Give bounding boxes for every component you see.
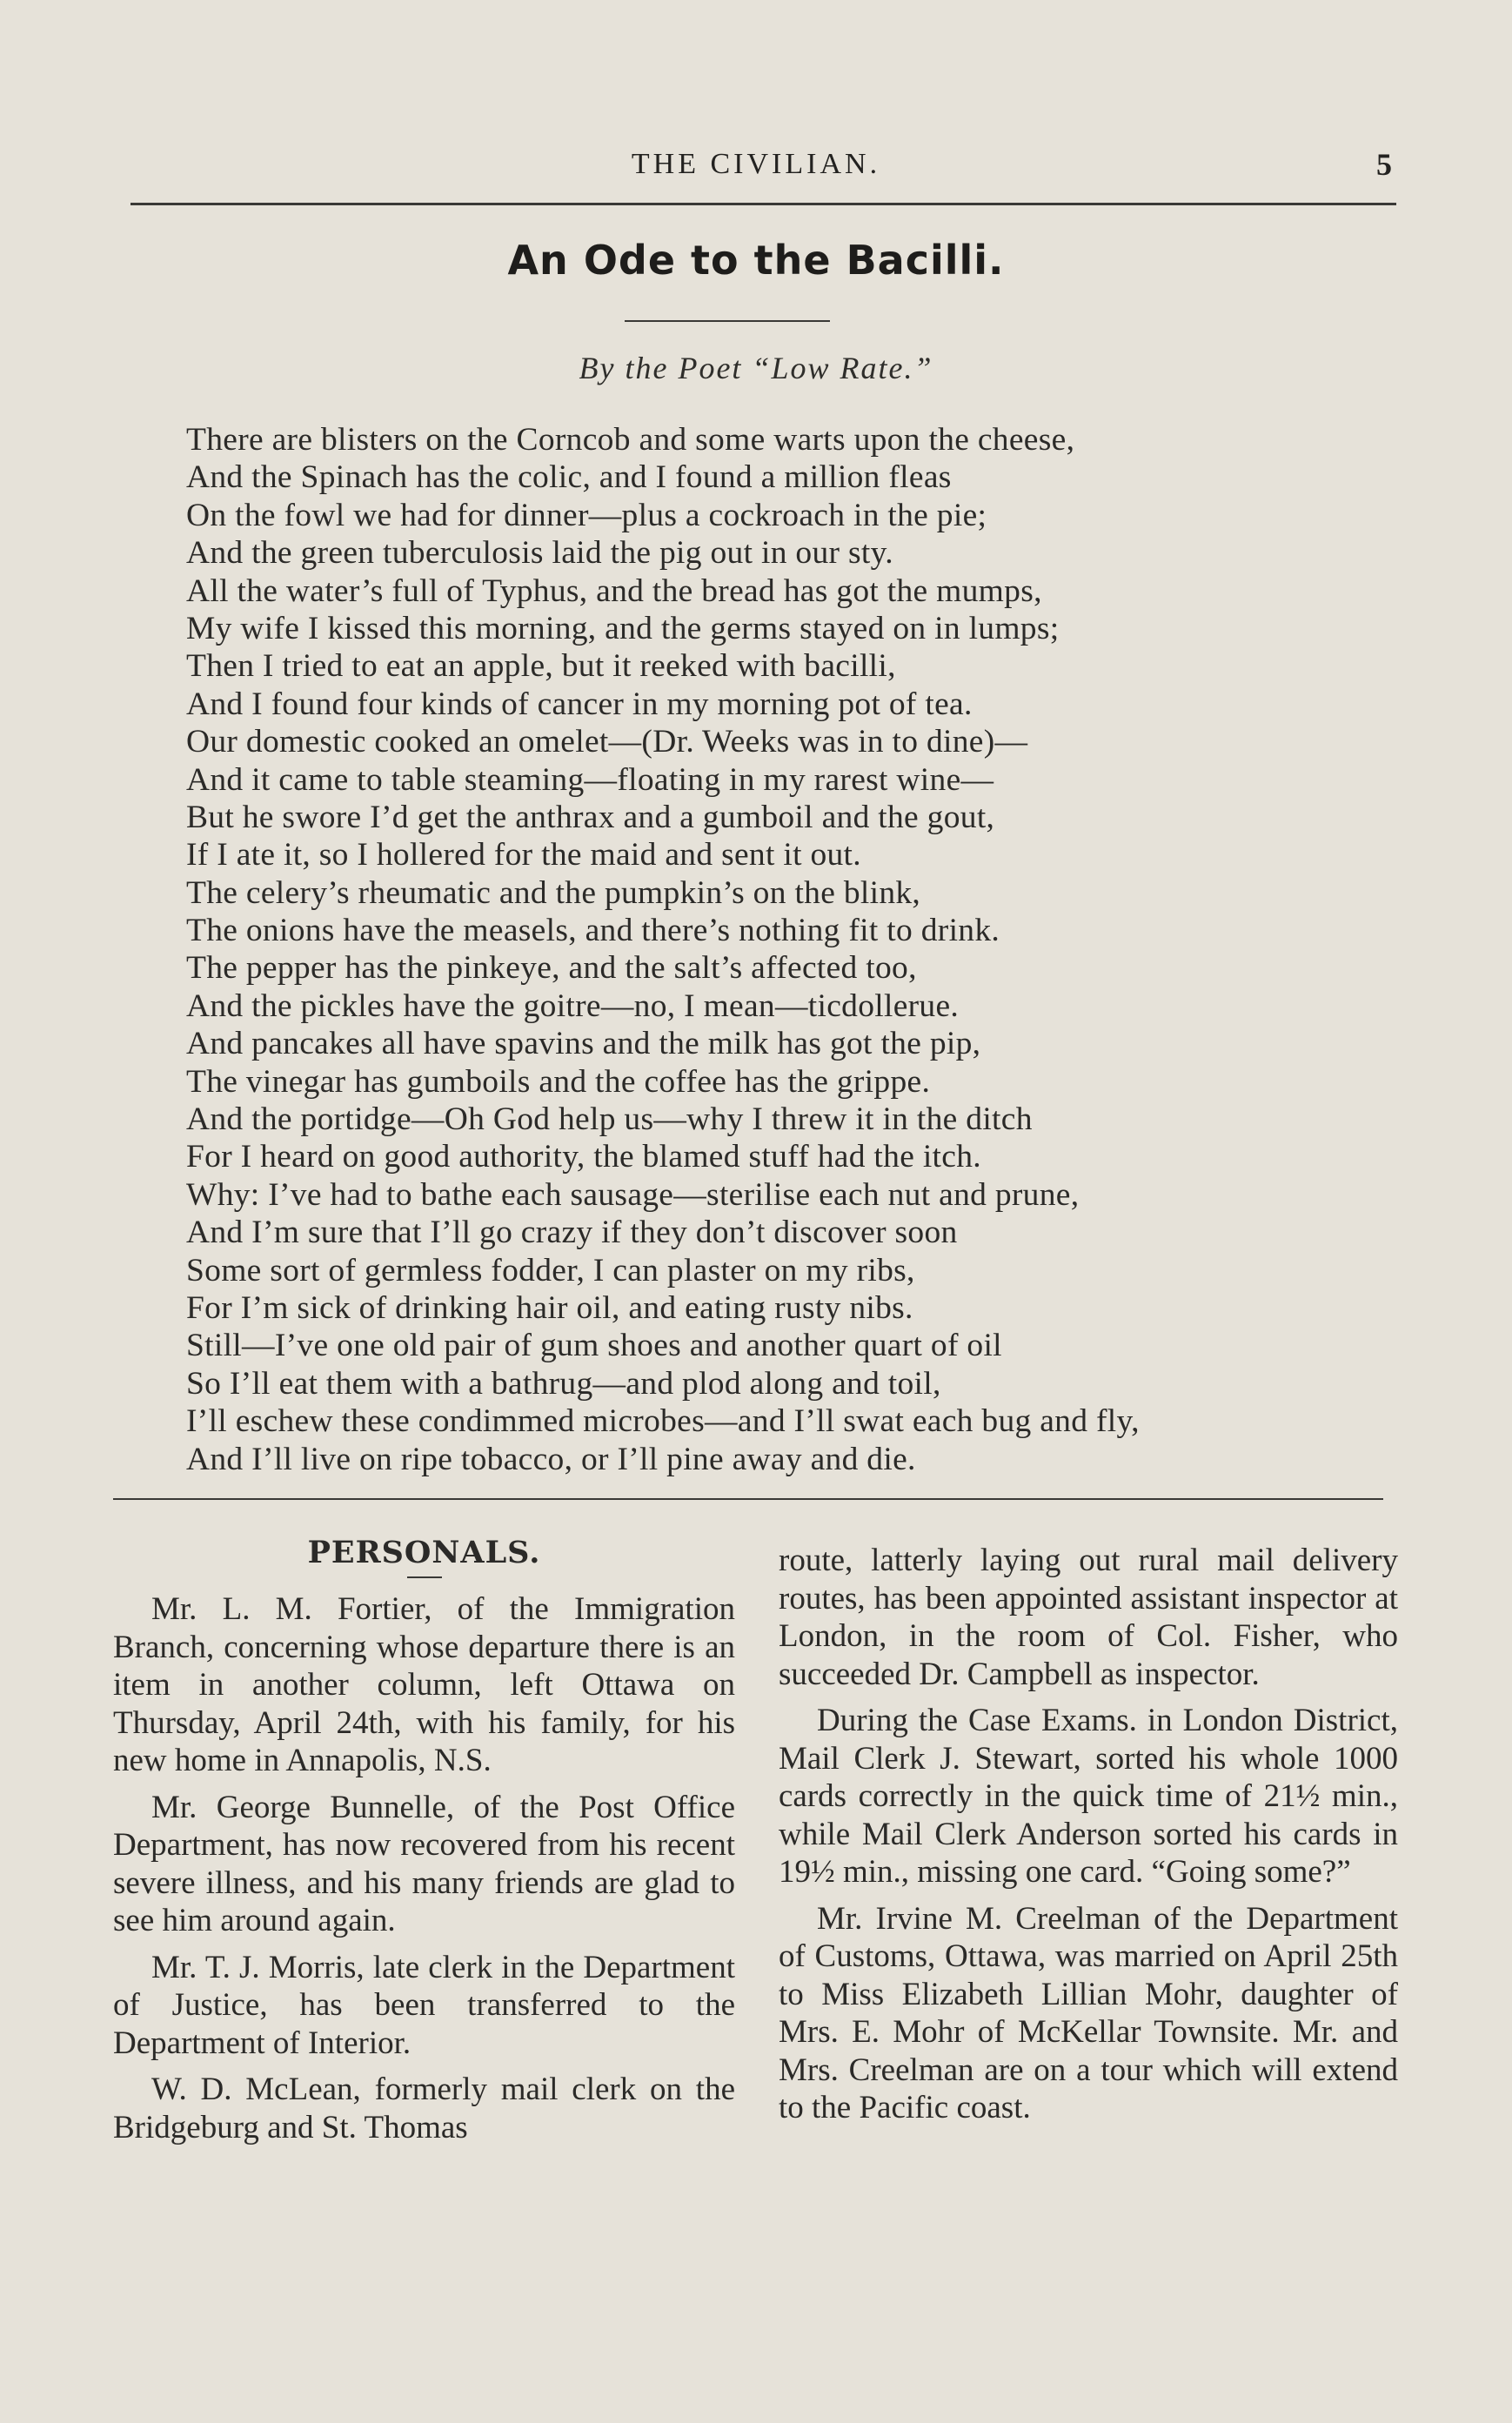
personal-item-continuation: route, latterly laying out rural mail delivery routes, has been appointed assistant inspector at London, in the room of Col. Fisher, who succeeded Dr. Campbell as inspector.: [779, 1543, 1398, 1692]
poem-line: The pepper has the pinkeye, and the salt’s affected too,: [186, 950, 917, 987]
personal-item: Mr. T. J. Morris, late clerk in the Department of Justice, has been transferred to the Department of Interior.: [113, 1949, 735, 2061]
page-number: 5: [1376, 147, 1392, 182]
poem-line: Our domestic cooked an omelet—(Dr. Weeks was in to dine)—: [186, 724, 1028, 760]
poem-line: I’ll eschew these condimmed microbes—and I’ll swat each bug and fly,: [186, 1403, 1140, 1440]
poem-line: And the portidge—Oh God help us—why I threw it in the ditch: [186, 1101, 1033, 1138]
poem-line: My wife I kissed this morning, and the germs stayed on in lumps;: [186, 610, 1060, 646]
heading-dash: [407, 1576, 442, 1578]
poem-title: An Ode to the Bacilli.: [507, 237, 1005, 284]
poem-line: And the pickles have the goitre—no, I mean—ticdollerue.: [186, 987, 960, 1024]
poem-line: And the Spinach has the colic, and I found a million fleas: [186, 459, 952, 496]
poem-line: So I’ll eat them with a bathrug—and plod along and toil,: [186, 1365, 941, 1402]
poem-line: On the fowl we had for dinner—plus a cockroach in the pie;: [186, 497, 987, 533]
poem-line: And it came to table steaming—floating in my rarest wine—: [186, 761, 994, 798]
poem-line: The vinegar has gumboils and the coffee has the grippe.: [186, 1063, 931, 1100]
personal-item: Mr. L. M. Fortier, of the Immigration Branch, concerning whose departure there is an item in another column, left Ottawa on Thursday, April 24th, with his family, for his new home in Annapolis, N.S.: [113, 1591, 735, 1778]
poem-line: Some sort of germless fodder, I can plaster on my ribs,: [186, 1252, 915, 1288]
poem-line: And I’m sure that I’ll go crazy if they don’t discover soon: [186, 1215, 958, 1251]
personal-item: W. D. McLean, formerly mail clerk on the Bridgeburg and St. Thomas: [113, 2072, 735, 2145]
poem-line: The onions have the measels, and there’s nothing fit to drink.: [186, 913, 1000, 949]
poem-body: [186, 421, 1343, 1478]
personal-item: Mr. Irvine M. Creelman of the Department of Customs, Ottawa, was married on April 25th to Miss Elizabeth Lillian Mohr, daughter of Mrs. E. Mohr of McKellar Townsite. Mr. and Mrs. Creelman are on a tour which will extend to the Pacific coast.: [779, 1900, 1398, 2125]
poem-line: There are blisters on the Corncob and some warts upon the cheese,: [186, 422, 1075, 458]
running-title: THE CIVILIAN.: [631, 148, 881, 180]
title-underline: [625, 320, 830, 322]
personals-heading: PERSONALS.: [307, 1535, 541, 1570]
header-rule: [130, 203, 1396, 205]
personal-item: During the Case Exams. in London District, Mail Clerk J. Stewart, sorted his whole 1000 cards correctly in the quick time of 21½ min., while Mail Clerk Anderson sorted his cards in 19½ min., missing one card. “Going some?”: [779, 1703, 1398, 1890]
poem-line: And pancakes all have spavins and the milk has got the pip,: [186, 1026, 981, 1062]
poem-line: Why: I’ve had to bathe each sausage—sterilise each nut and prune,: [186, 1176, 1080, 1213]
poem-line: For I’m sick of drinking hair oil, and eating rusty nibs.: [186, 1289, 913, 1326]
poem-byline: By the Poet “Low Rate.”: [579, 351, 933, 385]
poem-line: But he swore I’d get the anthrax and a gumboil and the gout,: [186, 799, 995, 835]
poem-line: Then I tried to eat an apple, but it reeked with bacilli,: [186, 648, 896, 685]
poem-line: The celery’s rheumatic and the pumpkin’s on the blink,: [186, 874, 921, 911]
personals-left-column: [113, 1531, 735, 2155]
poem-line: And I found four kinds of cancer in my morning pot of tea.: [186, 686, 973, 722]
poem-line: Still—I’ve one old pair of gum shoes and another quart of oil: [186, 1328, 1002, 1364]
section-divider-rule: [113, 1498, 1383, 1500]
poem-line: And the green tuberculosis laid the pig out in our sty.: [186, 535, 893, 572]
personal-item: Mr. George Bunnelle, of the Post Office Department, has now recovered from his recent severe illness, and his many friends are glad to see him around again.: [113, 1789, 735, 1938]
personals-right-column: [779, 1542, 1398, 2136]
poem-line: All the water’s full of Typhus, and the bread has got the mumps,: [186, 572, 1042, 609]
poem-line: For I heard on good authority, the blamed stuff had the itch.: [186, 1139, 981, 1175]
poem-line: If I ate it, so I hollered for the maid and sent it out.: [186, 837, 861, 873]
poem-line: And I’ll live on ripe tobacco, or I’ll pine away and die.: [186, 1441, 916, 1477]
